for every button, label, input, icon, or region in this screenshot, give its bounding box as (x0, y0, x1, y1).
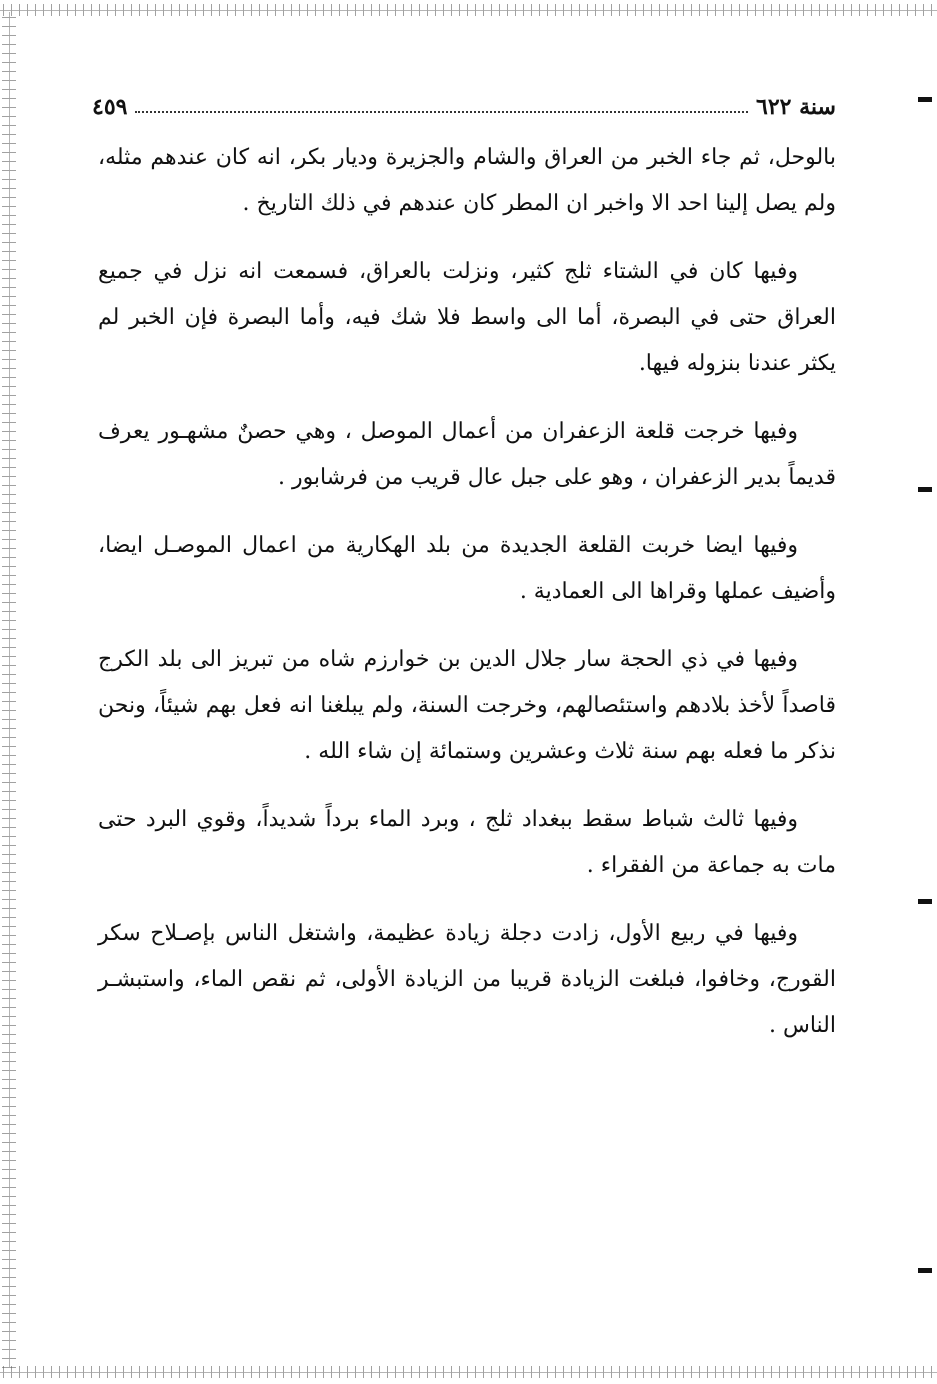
edge-mark (918, 1268, 932, 1273)
running-title: سنة ٦٢٢ (756, 94, 836, 120)
edge-mark (918, 899, 932, 904)
edge-mark (918, 97, 932, 102)
paragraph: وفيها ايضا خربت القلعة الجديدة من بلد الهكارية من اعمال الموصـل ايضا، وأضيف عملها وقراها الى العمادية . (98, 533, 836, 604)
dotted-leader (135, 111, 748, 113)
paragraph: وفيها في ذي الحجة سار جلال الدين بن خوارزم شاه من تبريز الى بلد الكرج قاصداً لأخذ بلادهم واستئصالهم، وخرجت السنة، ولم يبلغنا انه فعل بهم شيئاً، ونحن نذكر ما فعله بهم سنة ثلاث وعشرين وستمائة إن شاء الله . (98, 647, 836, 764)
paragraph: بالوحل، ثم جاء الخبر من العراق والشام والجزيرة وديار بكر، انه كان عندهم مثله، ولم يصل إلينا احد الا واخبر ان المطر كان عندهم في ذلك التاريخ . (98, 145, 836, 216)
decorative-border-bottom (0, 1366, 937, 1378)
decorative-border-top (0, 4, 937, 16)
paragraph: وفيها في ربيع الأول، زادت دجلة زيادة عظيمة، واشتغل الناس بإصـلاح سكر القورج، وخافوا، فبلغت الزيادة قريبا من الزيادة الأولى، ثم نقص الماء، واستبشـر الناس . (98, 921, 836, 1038)
page-number: ٤٥٩ (92, 94, 128, 120)
edge-mark (918, 487, 932, 492)
paragraph: وفيها ثالث شباط سقط ببغداد ثلج ، وبرد الماء برداً شديداً، وقوي البرد حتى مات به جماعة من الفقراء . (98, 807, 836, 878)
decorative-border-left (2, 12, 16, 1368)
page-header (92, 86, 836, 120)
paragraph: وفيها كان في الشتاء ثلج كثير، ونزلت بالعراق، فسمعت انه نزل في جميع العراق حتى في البصرة، أما الى واسط فلا شك فيه، وأما البصرة فإن الخبر لم يكثر عندنا بنزوله فيها. (98, 259, 836, 376)
page-body (98, 135, 836, 1071)
paragraph: وفيها خرجت قلعة الزعفران من أعمال الموصل ، وهي حصنٌ مشهـور يعرف قديماً بدير الزعفران ، وهو على جبل عال قريب من فرشابور . (98, 419, 836, 490)
